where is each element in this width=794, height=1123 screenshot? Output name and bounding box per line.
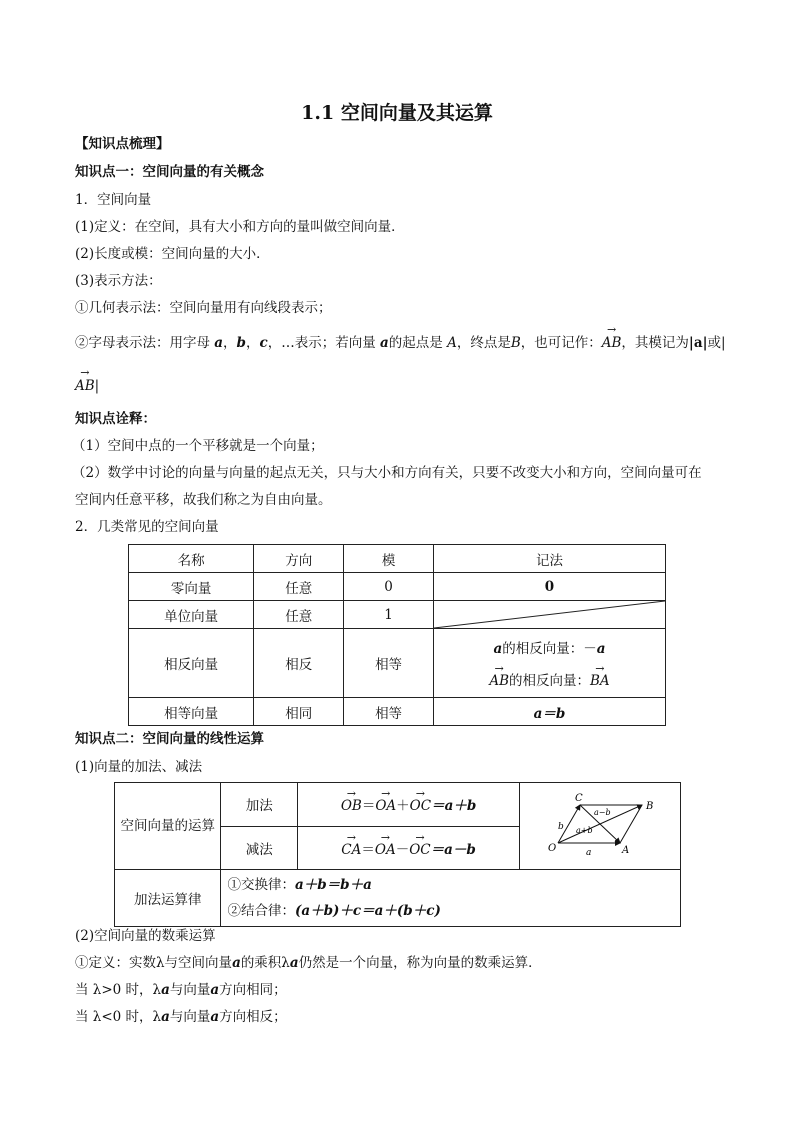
sym-b: b — [236, 335, 246, 351]
scalar-negative — [75, 1008, 287, 1026]
cell: 相等 — [344, 698, 434, 726]
text: 当 λ<0 时，λ — [75, 1009, 162, 1025]
vector-types-table — [128, 544, 666, 726]
vec-OA: → OA — [375, 842, 396, 858]
cell: 相等 — [344, 629, 434, 698]
add-tail: ＝a＋b — [431, 798, 477, 815]
cell: 相等向量 — [129, 698, 254, 726]
text: ，终点是 — [456, 335, 511, 351]
bar: | — [721, 335, 726, 351]
opposite-line-1 — [434, 637, 665, 657]
vec-CA: → CA — [341, 842, 361, 858]
sub-formula: → CA＝→ OA－→ OC＝a－b — [298, 826, 520, 870]
vector-b-label: b — [558, 822, 564, 832]
abs-a: |a| — [688, 335, 708, 351]
col-header: 记法 — [434, 545, 666, 573]
sym-c: c — [259, 335, 268, 351]
vec-AB: → AB — [489, 673, 509, 689]
cell: 相反向量 — [129, 629, 254, 698]
note2b: 空间内任意平移，故我们称之为自由向量。 — [75, 492, 332, 508]
table-row — [129, 601, 666, 629]
scalar-positive — [75, 981, 287, 999]
sum-label: a+b — [576, 826, 593, 835]
law1-formula: a＋b＝b＋a — [294, 877, 372, 893]
vector-a-label: a — [586, 848, 592, 858]
cell: 单位向量 — [129, 601, 254, 629]
kp1-abs-ab — [75, 377, 99, 395]
vec-OB: → OB — [341, 798, 362, 814]
cell: 0 — [344, 573, 434, 601]
text: 仍然是一个向量，称为向量的数乘运算． — [298, 955, 542, 971]
sym-a: a — [380, 335, 389, 351]
text: 或 — [707, 335, 721, 351]
point-O-label: O — [548, 843, 557, 854]
sub-label: 减法 — [221, 826, 298, 870]
diff-label: a−b — [594, 808, 611, 817]
text: 的相反向量： — [509, 673, 590, 689]
text: 与向量 — [169, 1009, 211, 1025]
table-row — [129, 573, 666, 601]
cell: 1 — [344, 601, 434, 629]
text: ①定义：实数λ与空间向量 — [75, 955, 233, 971]
sym-a: a — [161, 982, 170, 998]
kp2-sub2: (2)空间向量的数乘运算 — [75, 928, 216, 944]
scalar-def — [75, 954, 542, 972]
kp1-letter-line — [75, 334, 726, 352]
text: ，也可记作： — [520, 335, 602, 351]
table-row — [129, 698, 666, 726]
point-A-label: A — [622, 845, 630, 856]
vec-OA: → OA — [375, 798, 396, 814]
table-row — [115, 870, 681, 927]
page-title: 1.1 空间向量及其运算 — [301, 102, 493, 124]
text: ， — [246, 335, 260, 351]
kp1-geo: ①几何表示法：空间向量用有向线段表示； — [75, 300, 332, 316]
parallelogram-cell — [520, 783, 681, 870]
note1: （1）空间中点的一个平移就是一个向量； — [72, 438, 324, 454]
kp1-item1: 1．空间向量 — [75, 192, 152, 208]
text: ，… — [267, 335, 295, 351]
bar: | — [94, 378, 100, 394]
text: ， — [223, 335, 237, 351]
note2a: （2）数学中讨论的向量与向量的起点无关，只与大小和方向有关，只要不改变大小和方向，空间向量可在 — [72, 465, 702, 481]
text: 的乘积λ — [240, 955, 290, 971]
law1 — [227, 872, 680, 898]
parallelogram-diagram — [520, 783, 680, 869]
kp1-heading: 知识点一：空间向量的有关概念 — [75, 164, 264, 180]
law-cell — [221, 870, 681, 927]
op-label: 空间向量的运算 — [115, 783, 221, 870]
table-row — [129, 629, 666, 698]
point-B-label: B — [646, 801, 654, 812]
vec-OC: → OC — [410, 798, 431, 814]
vec-AB: → AB — [75, 377, 95, 395]
kp1-def: (1)定义：在空间，具有大小和方向的量叫做空间向量． — [75, 219, 405, 235]
cell: a＝b — [434, 698, 666, 726]
add-formula: → OB＝→ OA＋→ OC＝a＋b — [298, 783, 520, 827]
text: 当 λ>0 时，λ — [75, 982, 162, 998]
text: 表示；若向量 — [294, 335, 376, 351]
note-heading: 知识点诠释： — [75, 411, 156, 427]
text: 的相反向量：－ — [502, 641, 597, 657]
cell: 0 — [434, 573, 666, 601]
sym-a: a — [210, 1009, 220, 1025]
right-edge-line — [620, 805, 642, 843]
cell: 任意 — [254, 573, 344, 601]
col-header: 方向 — [254, 545, 344, 573]
kp1-length: (2)长度或模：空间向量的大小． — [75, 246, 270, 262]
col-header: 名称 — [129, 545, 254, 573]
point-C-label: C — [575, 793, 583, 804]
cell: 任意 — [254, 601, 344, 629]
cell — [434, 629, 666, 698]
text: ②字母表示法：用字母 — [75, 335, 210, 351]
text: ，其模记为 — [621, 335, 689, 351]
kp1-item2: 2．几类常见的空间向量 — [75, 519, 219, 535]
kp1-repr: (3)表示方法： — [75, 273, 162, 289]
law2 — [227, 898, 680, 924]
sub-tail: ＝a－b — [430, 841, 476, 858]
opposite-line-2 — [434, 669, 665, 689]
col-header: 模 — [344, 545, 434, 573]
cell: 相同 — [254, 698, 344, 726]
law-label: 加法运算律 — [115, 870, 221, 927]
text: ①交换律： — [227, 877, 295, 893]
sym-a: a — [289, 955, 299, 971]
kp2-sub1: (1)向量的加法、减法 — [75, 759, 203, 775]
cell: 相反 — [254, 629, 344, 698]
sym-a: a — [161, 1009, 170, 1025]
vec-AB: → AB — [602, 334, 622, 352]
kp2-heading: 知识点二：空间向量的线性运算 — [75, 731, 264, 747]
law2-formula: (a＋b)＋c＝a＋(b＋c) — [294, 903, 441, 919]
text: 的起点是 — [388, 335, 443, 351]
sym-a: a — [210, 982, 220, 998]
sym-A: A — [447, 335, 457, 351]
sym-a: a — [493, 641, 503, 657]
text: 方向相同； — [219, 982, 287, 998]
text: 方向相反； — [219, 1009, 287, 1025]
text: ②结合律： — [227, 903, 295, 919]
table-row — [115, 783, 681, 827]
add-label: 加法 — [221, 783, 298, 827]
vec-OC: → OC — [409, 842, 430, 858]
sym-B: B — [510, 335, 521, 351]
section-label: 【知识点梳理】 — [75, 136, 170, 152]
text: 与向量 — [169, 982, 211, 998]
diagonal-line — [434, 601, 665, 628]
table-header-row — [129, 545, 666, 573]
cell: 零向量 — [129, 573, 254, 601]
vec-BA: → BA — [590, 673, 610, 689]
sym-a: a — [214, 335, 224, 351]
sym-a: a — [232, 955, 241, 971]
diagonal-cell — [434, 601, 666, 629]
sym-a: a — [596, 641, 606, 657]
linear-ops-table — [114, 782, 681, 927]
